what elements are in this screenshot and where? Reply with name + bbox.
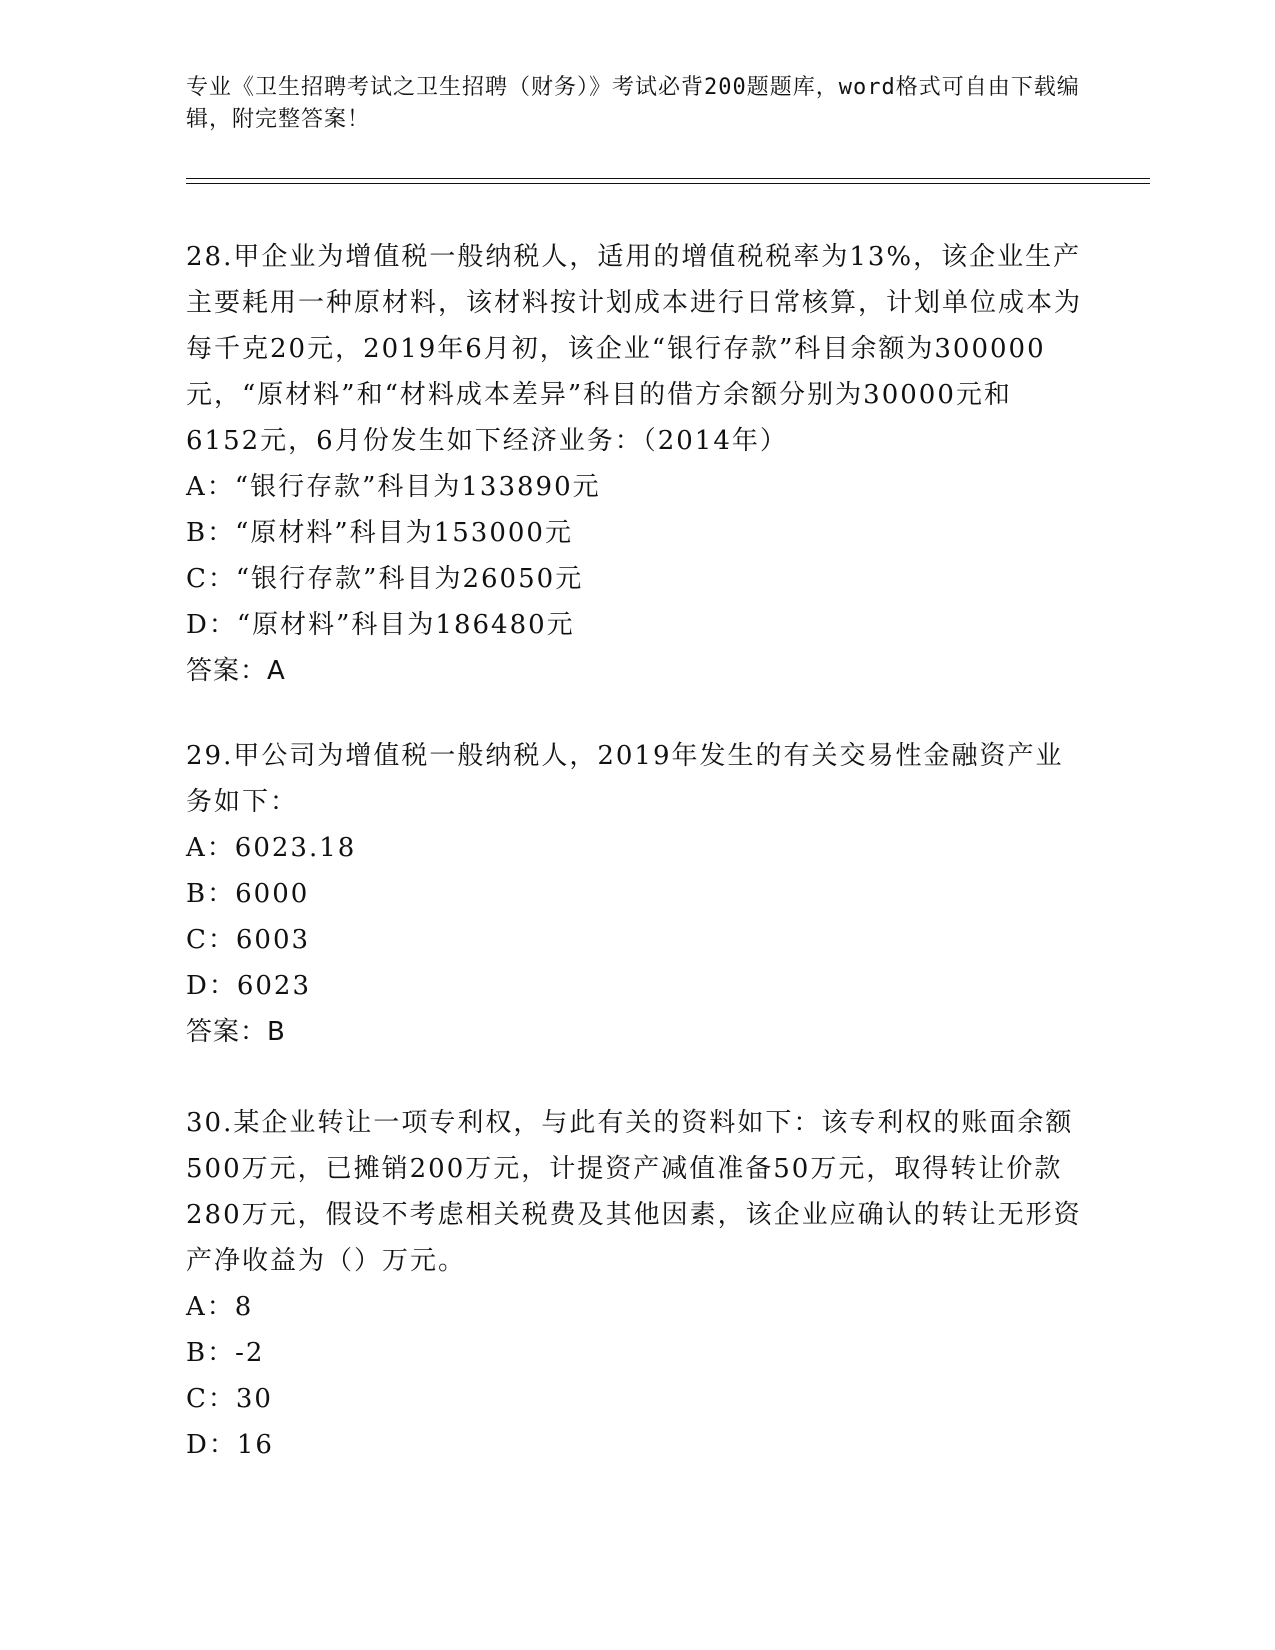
option-c: C：6003 xyxy=(186,925,311,955)
question-stem: 28.甲企业为增值税一般纳税人，适用的增值税税率为13%，该企业生产主要耗用一种原材料，该材料按计划成本进行日常核算，计划单位成本为每千克20元，2019年6月初，该企业“银行存款”科目余额为300000元，“原材料”和“材料成本差异”科目的借方余额分别为30000元和6152元，6月份发生如下经济业务：（2014年） xyxy=(186,242,1083,456)
option-d: D：16 xyxy=(186,1430,274,1460)
option-b: B：6000 xyxy=(186,879,310,909)
option-a: A：“银行存款”科目为133890元 xyxy=(186,472,601,502)
question-30 xyxy=(186,1100,1086,1468)
option-c: C：30 xyxy=(186,1384,273,1414)
option-a: A：8 xyxy=(186,1292,254,1322)
answer-label: 答案：A xyxy=(186,656,286,686)
option-b: B：-2 xyxy=(186,1338,265,1368)
option-b: B：“原材料”科目为153000元 xyxy=(186,518,573,548)
option-d: D：“原材料”科目为186480元 xyxy=(186,610,575,640)
document-header: 专业《卫生招聘考试之卫生招聘（财务）》考试必背200题题库，word格式可自由下载编辑，附完整答案！ xyxy=(186,75,1080,132)
option-c: C：“银行存款”科目为26050元 xyxy=(186,564,584,594)
question-stem: 29.甲公司为增值税一般纳税人，2019年发生的有关交易性金融资产业务如下： xyxy=(186,741,1064,817)
question-29 xyxy=(186,733,1086,1055)
question-stem: 30.某企业转让一项专利权，与此有关的资料如下：该专利权的账面余额500万元，已摊销200万元，计提资产减值准备50万元，取得转让价款280万元，假设不考虑相关税费及其他因素，该企业应确认的转让无形资产净收益为（）万元。 xyxy=(186,1108,1082,1276)
header-divider-top xyxy=(186,178,1150,179)
header-divider-bottom xyxy=(186,183,1150,184)
option-d: D：6023 xyxy=(186,971,312,1001)
option-a: A：6023.18 xyxy=(186,833,357,863)
question-28 xyxy=(186,234,1086,694)
answer-label: 答案：B xyxy=(186,1017,286,1047)
